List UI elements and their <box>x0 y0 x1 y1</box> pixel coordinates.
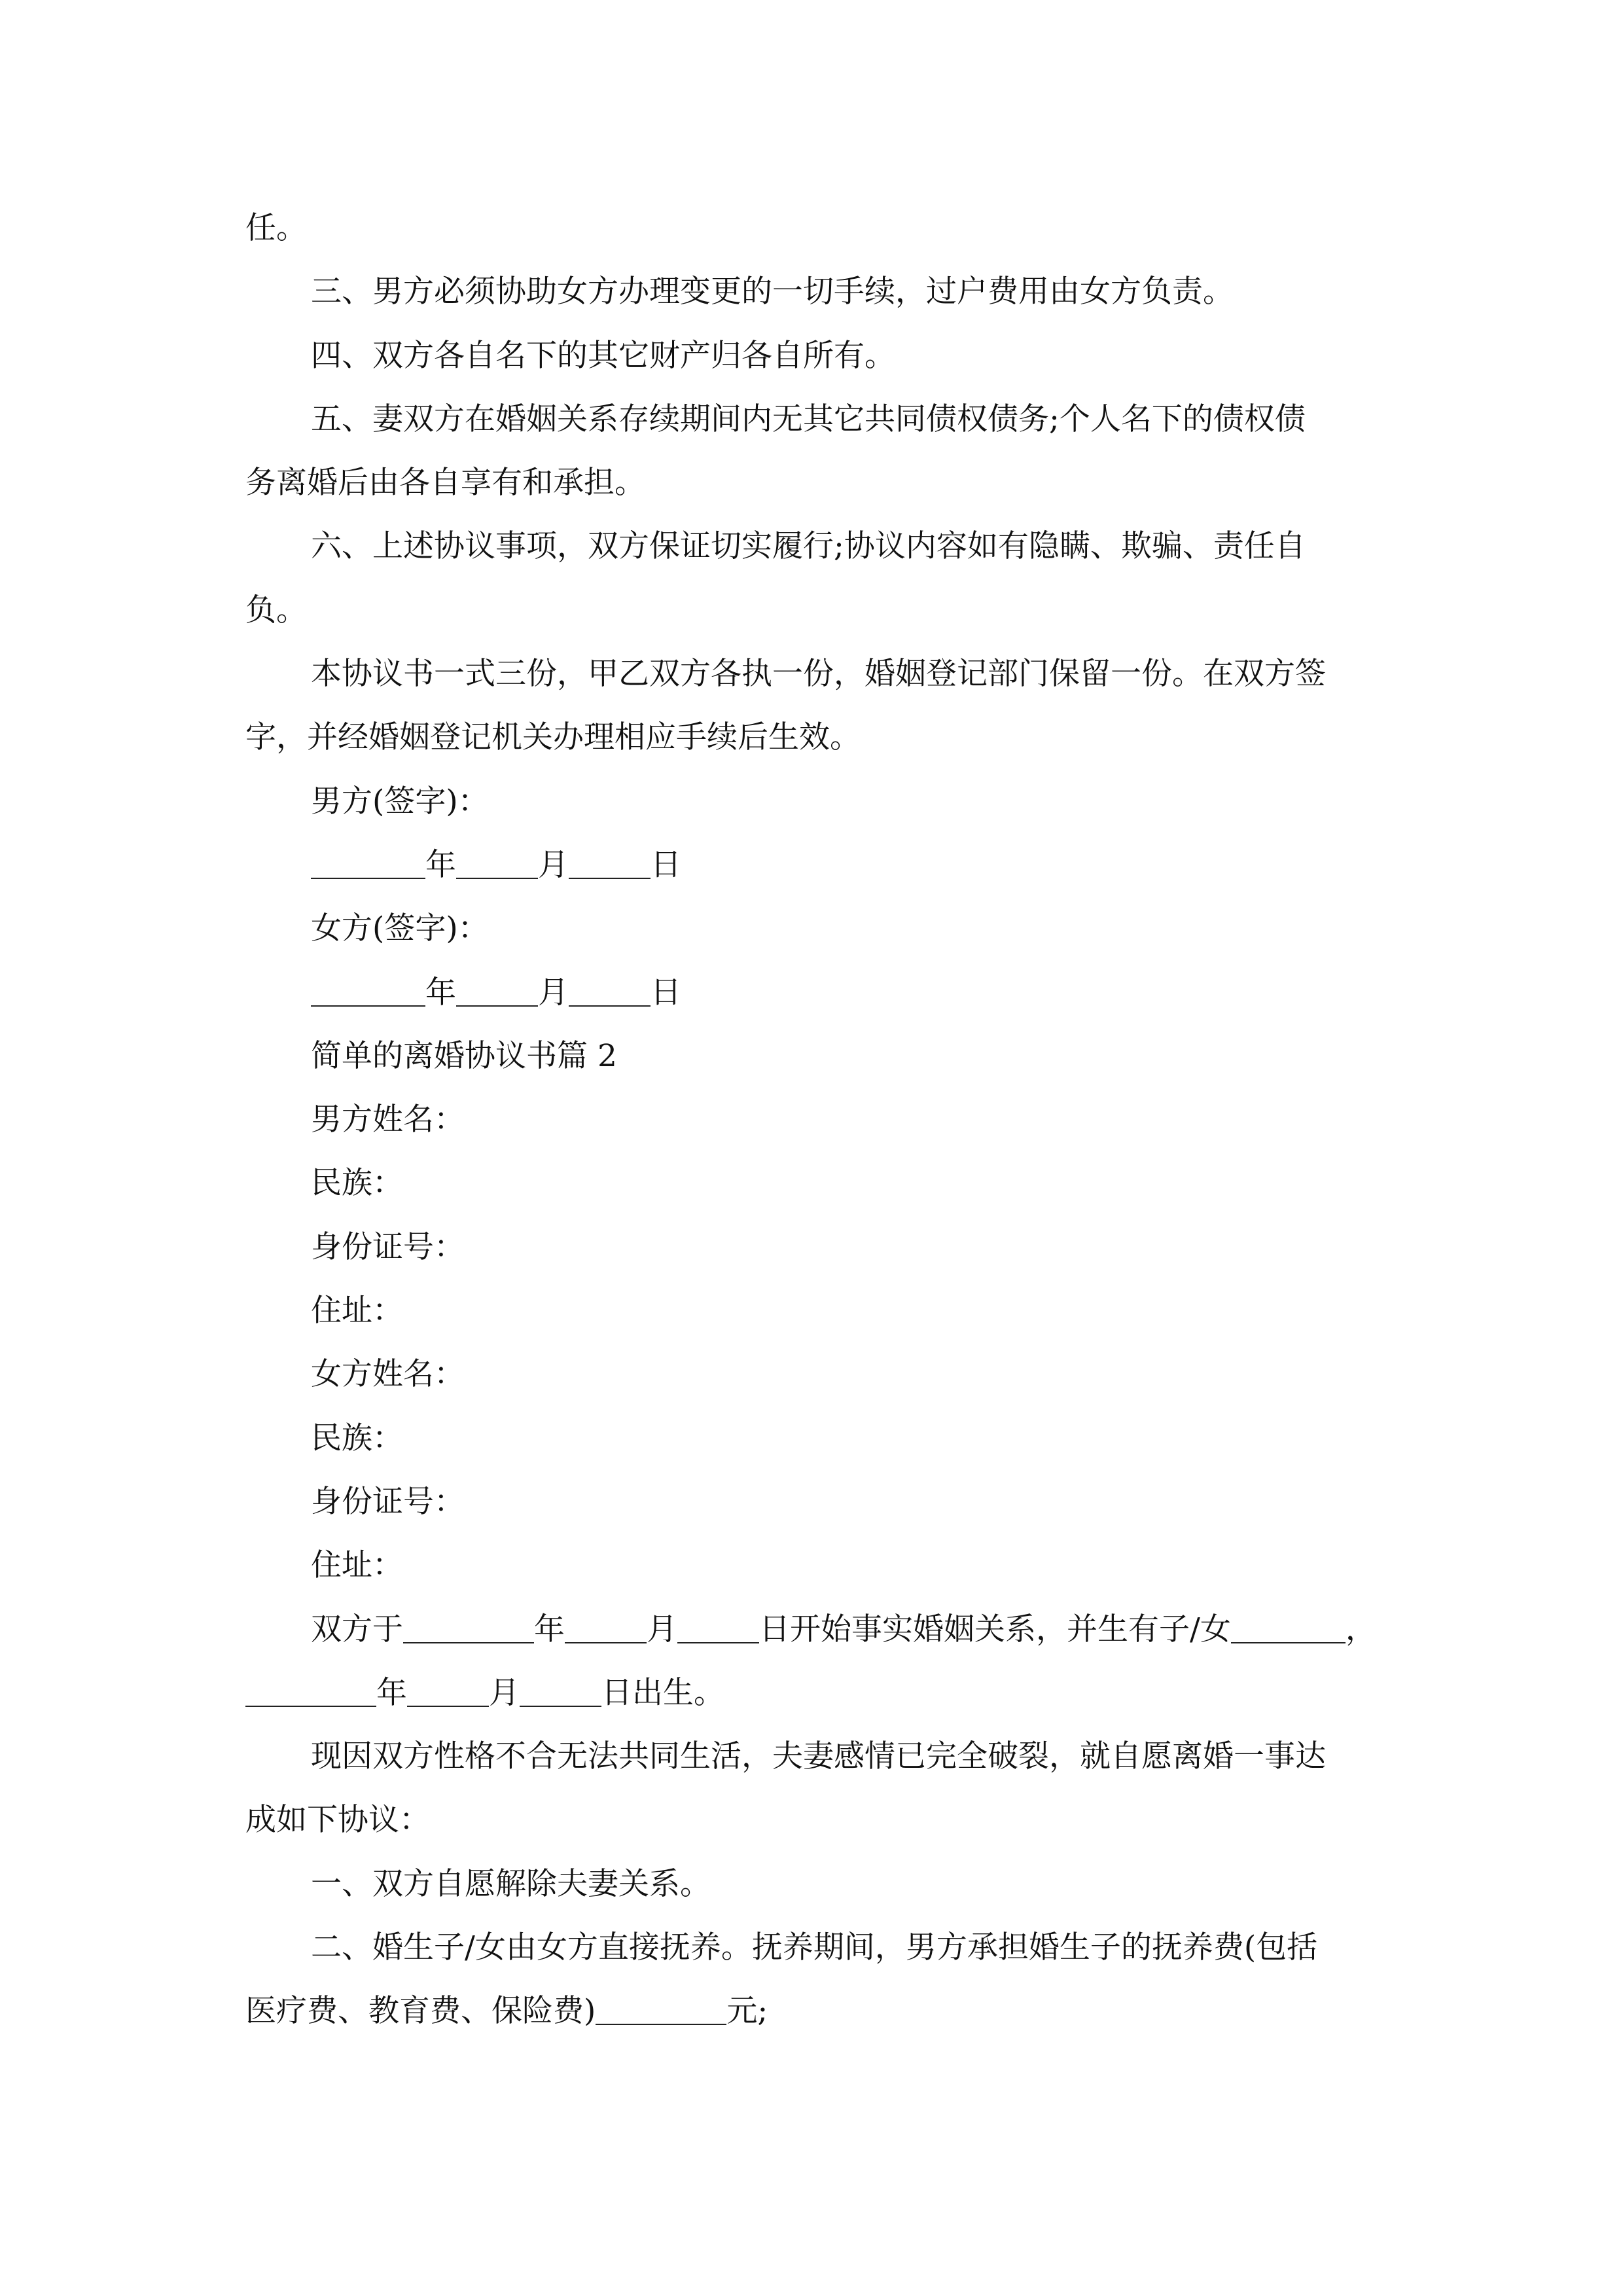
year-blank <box>311 852 425 879</box>
text-line <box>245 642 1378 706</box>
male-address-label: 住址： <box>311 1293 403 1329</box>
day-blank <box>569 979 651 1007</box>
male-id-label: 身份证号： <box>311 1229 465 1265</box>
text-line <box>245 897 1378 960</box>
clause-five: 五、妻双方在婚姻关系存续期间内无其它共同债权债务;个人名下的债权债 <box>311 401 1306 437</box>
year-blank <box>403 1616 534 1643</box>
year-label: 年 <box>376 1674 407 1711</box>
female-date-line <box>245 961 1378 1024</box>
text-line <box>245 1024 1378 1088</box>
marriage-start-text: 双方于 <box>311 1611 403 1647</box>
female-signature-label: 女方(签字)： <box>311 910 489 947</box>
day-blank <box>569 852 651 879</box>
male-date-line <box>245 833 1378 897</box>
male-signature-label: 男方(签字)： <box>311 783 489 819</box>
text-line <box>245 1088 1378 1151</box>
text-line <box>245 1725 1378 1788</box>
text-line <box>245 1534 1378 1597</box>
currency-text: 元; <box>726 1993 768 2030</box>
text-line <box>245 1342 1378 1406</box>
text-line <box>245 387 1378 451</box>
text-line <box>245 451 1378 514</box>
text-line <box>245 196 1378 260</box>
day-blank <box>520 1679 601 1707</box>
month-label: 月 <box>538 846 569 883</box>
year-label: 年 <box>425 974 456 1011</box>
clause-four: 四、双方各自名下的其它财产归各自所有。 <box>311 337 895 374</box>
year-blank <box>311 979 425 1007</box>
child-name-blank <box>1231 1616 1346 1643</box>
clause-five-continued: 务离婚后由各自享有和承担。 <box>245 465 645 501</box>
text-line <box>245 260 1378 323</box>
document-page <box>245 196 1378 2043</box>
expense-line <box>245 1979 1378 2043</box>
marriage-date-line <box>245 1598 1378 1661</box>
clause-two: 二、婚生子/女由女方直接抚养。抚养期间，男方承担婚生子的抚养费(包括 <box>311 1929 1318 1966</box>
month-blank <box>456 979 538 1007</box>
female-ethnicity-label: 民族： <box>311 1420 403 1456</box>
paragraph-text: 任。 <box>245 210 307 246</box>
month-blank <box>456 852 538 879</box>
reason-paragraph-continued: 成如下协议： <box>245 1802 430 1839</box>
female-id-label: 身份证号： <box>311 1483 465 1520</box>
birth-date-line <box>245 1661 1378 1725</box>
text-line <box>245 1916 1378 1979</box>
month-blank <box>565 1616 647 1643</box>
month-label: 月 <box>647 1611 677 1647</box>
section-title: 简单的离婚协议书篇 2 <box>311 1037 617 1074</box>
day-label: 日 <box>651 974 681 1011</box>
text-line <box>245 1407 1378 1470</box>
clause-two-continued: 医疗费、教育费、保险费) <box>245 1993 596 2030</box>
birth-end-text: 日出生。 <box>601 1674 724 1711</box>
text-line <box>245 1470 1378 1534</box>
text-line <box>245 1852 1378 1916</box>
text-line <box>245 514 1378 578</box>
year-label: 年 <box>425 846 456 883</box>
clause-six-continued: 负。 <box>245 592 307 628</box>
clause-six: 六、上述协议事项，双方保证切实履行;协议内容如有隐瞒、欺骗、责任自 <box>311 528 1306 565</box>
text-line <box>245 1279 1378 1342</box>
text-line <box>245 706 1378 769</box>
month-label: 月 <box>538 974 569 1011</box>
amount-blank <box>596 1998 726 2025</box>
year-label: 年 <box>534 1611 565 1647</box>
comma-text: ， <box>1345 1611 1376 1647</box>
month-label: 月 <box>489 1674 520 1711</box>
day-blank <box>677 1616 759 1643</box>
text-line <box>245 1788 1378 1852</box>
year-blank <box>245 1679 376 1707</box>
male-name-label: 男方姓名： <box>311 1102 465 1138</box>
month-blank <box>407 1679 489 1707</box>
female-name-label: 女方姓名： <box>311 1356 465 1393</box>
text-line <box>245 1215 1378 1279</box>
male-ethnicity-label: 民族： <box>311 1165 403 1202</box>
copies-paragraph: 本协议书一式三份，甲乙双方各执一份，婚姻登记部门保留一份。在双方签 <box>311 656 1326 692</box>
text-line <box>245 770 1378 833</box>
clause-three: 三、男方必须协助女方办理变更的一切手续，过户费用由女方负责。 <box>311 274 1234 310</box>
text-line <box>245 579 1378 642</box>
clause-one: 一、双方自愿解除夫妻关系。 <box>311 1865 711 1902</box>
female-address-label: 住址： <box>311 1547 403 1584</box>
text-line <box>245 324 1378 387</box>
copies-paragraph-continued: 字，并经婚姻登记机关办理相应手续后生效。 <box>245 719 861 756</box>
reason-paragraph: 现因双方性格不合无法共同生活，夫妻感情已完全破裂，就自愿离婚一事达 <box>311 1738 1326 1775</box>
day-label: 日 <box>651 846 681 883</box>
text-line <box>245 1151 1378 1215</box>
marriage-mid-text: 日开始事实婚姻关系，并生有子/女 <box>759 1611 1231 1647</box>
